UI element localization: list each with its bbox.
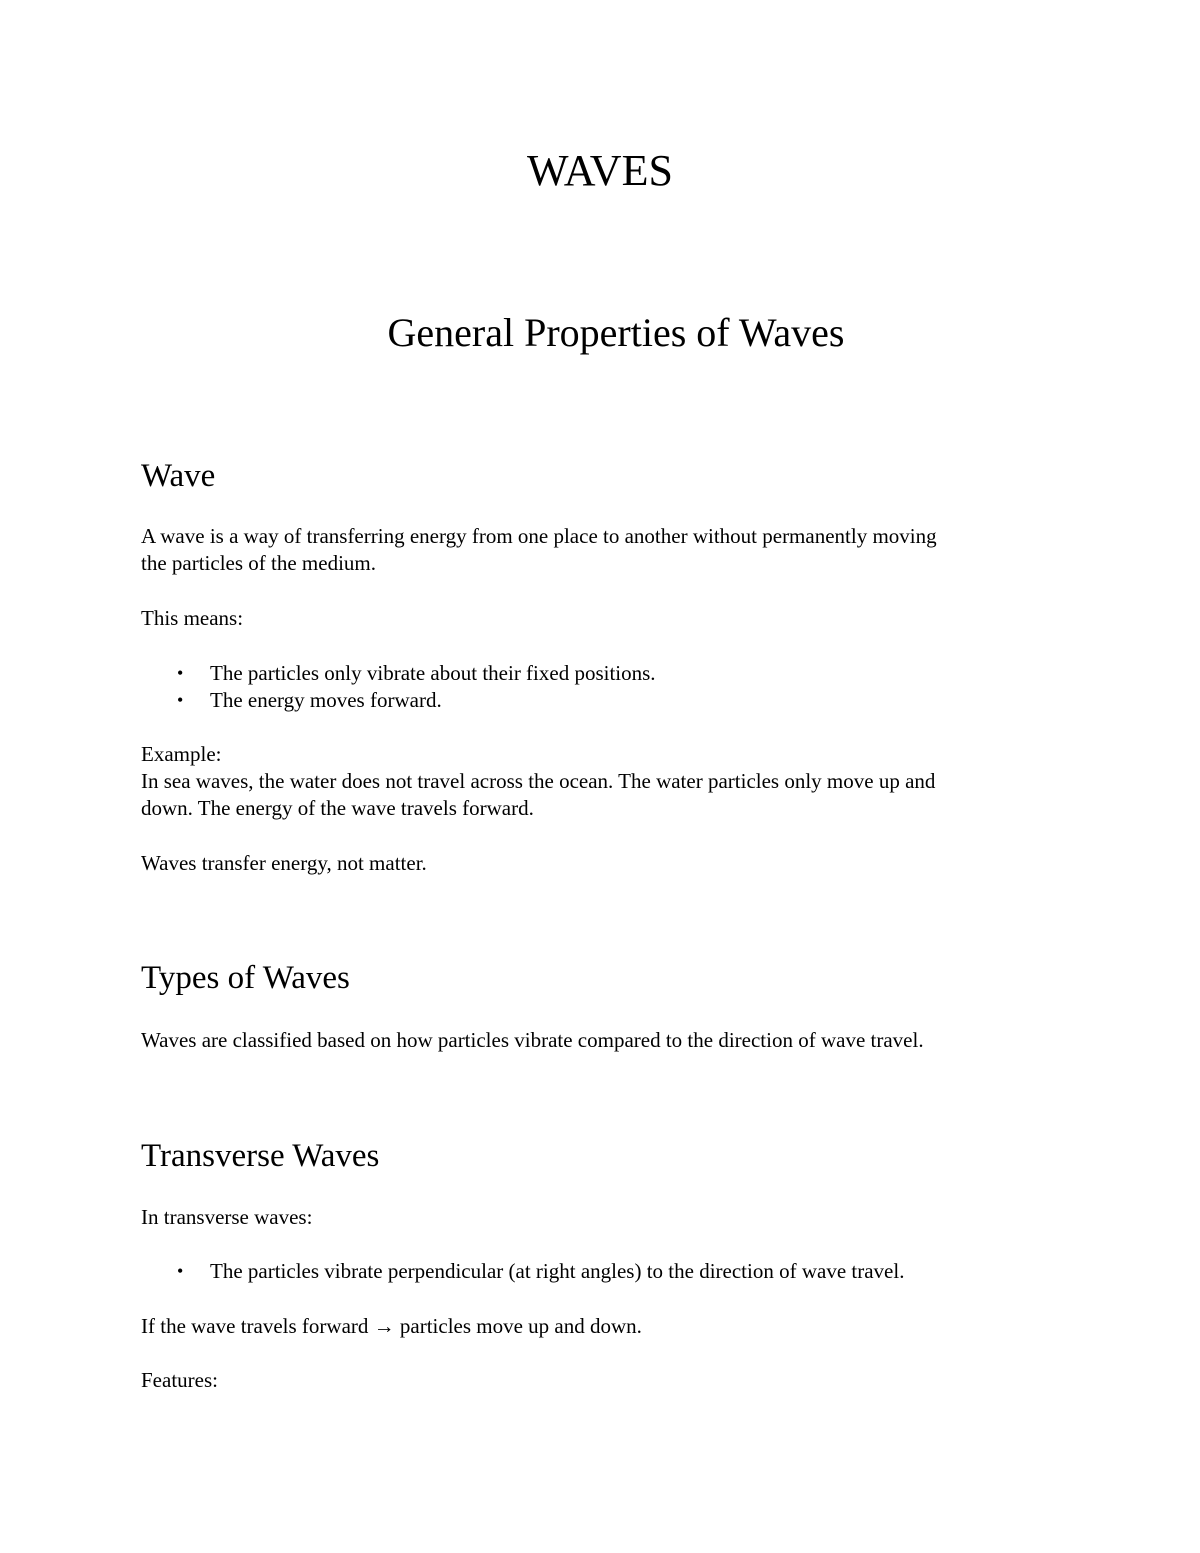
document-title: WAVES <box>527 146 673 195</box>
wave-example-label: Example: <box>141 742 222 766</box>
section-heading-wave: Wave <box>141 458 216 494</box>
section-heading-types: Types of Waves <box>141 960 350 996</box>
wave-definition-line-2: the particles of the medium. <box>141 551 377 575</box>
list-item-text: The energy moves forward. <box>210 688 442 712</box>
bullet-icon: • <box>177 1261 184 1281</box>
transverse-direction-note: If the wave travels forward → particles move up and down. <box>141 1314 642 1338</box>
wave-summary: Waves transfer energy, not matter. <box>141 851 427 875</box>
section-heading-transverse: Transverse Waves <box>141 1138 380 1174</box>
wave-means-label: This means: <box>141 606 244 630</box>
bullet-icon: • <box>177 663 184 683</box>
types-description: Waves are classified based on how particles vibrate compared to the direction of wave travel. <box>141 1028 924 1052</box>
list-item-text: The particles only vibrate about their fixed positions. <box>210 661 656 685</box>
bullet-icon: • <box>177 690 184 710</box>
wave-example-line-1: In sea waves, the water does not travel across the ocean. The water particles only move up and <box>141 769 936 793</box>
wave-example-line-2: down. The energy of the wave travels forward. <box>141 796 534 820</box>
list-item-text: The particles vibrate perpendicular (at right angles) to the direction of wave travel. <box>210 1259 905 1283</box>
document-subtitle: General Properties of Waves <box>387 310 845 355</box>
transverse-intro: In transverse waves: <box>141 1205 313 1229</box>
wave-definition-line-1: A wave is a way of transferring energy from one place to another without permanently moving <box>141 524 937 548</box>
transverse-features-label: Features: <box>141 1368 218 1392</box>
